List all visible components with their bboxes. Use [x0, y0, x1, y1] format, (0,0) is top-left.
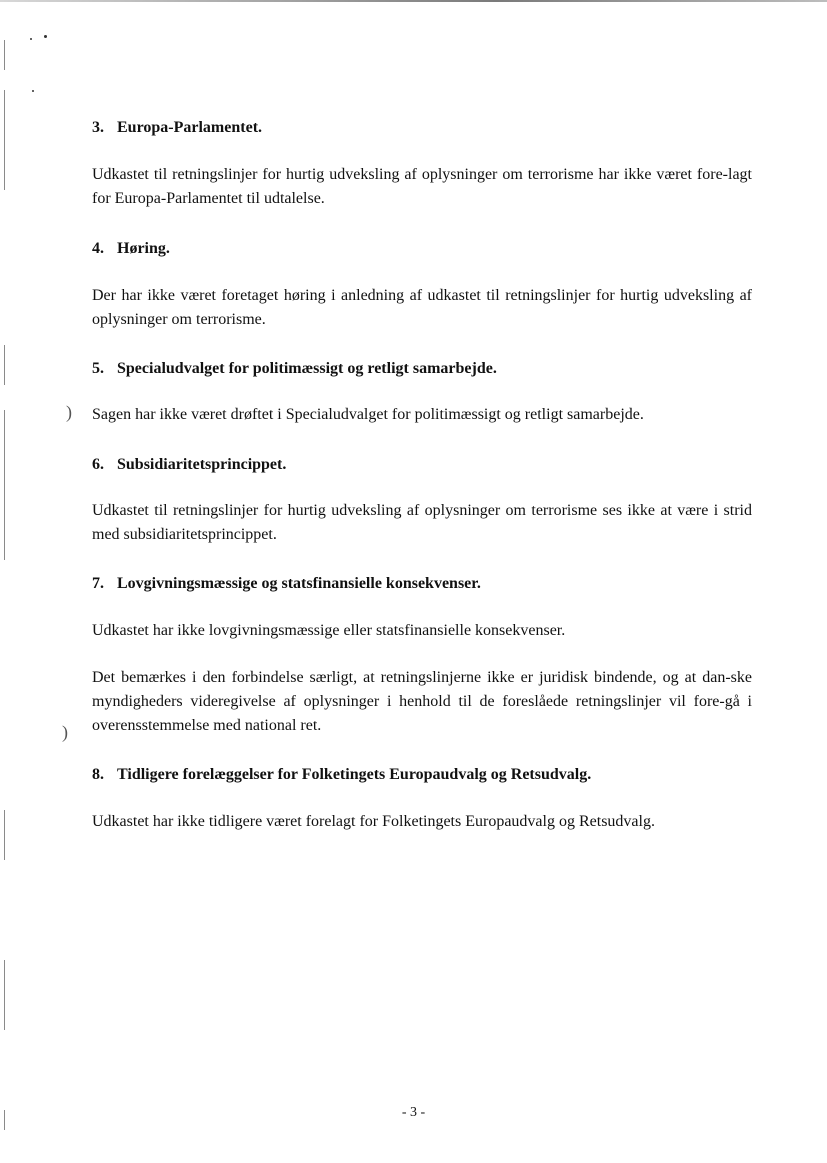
section-title: Lovgivningsmæssige og statsfinansielle konsekvenser.: [117, 575, 481, 592]
scan-left-edge: [4, 40, 5, 70]
section-number: 3.: [92, 119, 104, 136]
section-paragraph: Sagen har ikke været drøftet i Specialudvalget for politimæssigt og retligt samarbejde.: [92, 406, 644, 423]
page-number: - 3 -: [401, 1105, 426, 1120]
section-paragraph: Der har ikke været foretaget høring i anledning af udkastet til retningslinjer for hurtig udveksling af oplysninger om terrorisme.: [92, 287, 752, 328]
scan-left-edge: [4, 960, 5, 1030]
section-paragraph: Udkastet til retningslinjer for hurtig udveksling af oplysninger om terrorisme har ikke været fore-lagt for Europa-Parlamentet til udtalelse.: [92, 166, 752, 207]
section-number: 8.: [92, 766, 104, 783]
scan-left-edge: [4, 810, 5, 860]
section-title: Høring.: [117, 240, 170, 257]
section-number: 5.: [92, 360, 104, 377]
section-paragraph: Udkastet har ikke lovgivningsmæssige eller statsfinansielle konsekvenser.: [92, 622, 566, 639]
section-title: Specialudvalget for politimæssigt og retligt samarbejde.: [117, 360, 497, 377]
scan-speck: [44, 35, 47, 38]
scan-speck: [30, 38, 32, 40]
punch-hole-mark: ): [66, 402, 72, 422]
section-heading-8: [92, 765, 752, 785]
punch-hole-mark: ): [62, 722, 68, 742]
section-heading-6: [92, 455, 752, 475]
scan-top-edge: [0, 0, 827, 2]
section-heading-4: [92, 239, 752, 259]
section-number: 7.: [92, 575, 104, 592]
section-heading-3: [92, 118, 752, 138]
section-heading-7: [92, 574, 752, 594]
section-number: 6.: [92, 456, 104, 473]
section-title: Europa-Parlamentet.: [117, 119, 263, 136]
scan-speck: [32, 90, 34, 92]
section-paragraph: Det bemærkes i den forbindelse særligt, at retningslinjerne ikke er juridisk bindende, og at dan-ske myndigheders videregivelse af oplysninger i henhold til de foreslåede retningslinjer vil fore-gå i overensstemmelse med national ret.: [92, 669, 752, 734]
scan-left-edge: [4, 90, 5, 190]
scan-left-edge: [4, 410, 5, 560]
section-title: Tidligere forelæggelser for Folketingets Europaudvalg og Retsudvalg.: [117, 766, 592, 783]
scan-left-edge: [4, 345, 5, 385]
section-title: Subsidiaritetsprincippet.: [117, 456, 287, 473]
section-paragraph: Udkastet har ikke tidligere været forelagt for Folketingets Europaudvalg og Retsudvalg.: [92, 813, 655, 830]
section-paragraph: Udkastet til retningslinjer for hurtig udveksling af oplysninger om terrorisme ses ikke at være i strid med subsidiaritetsprincippet.: [92, 502, 752, 543]
section-heading-5: [92, 359, 752, 379]
section-number: 4.: [92, 240, 104, 257]
